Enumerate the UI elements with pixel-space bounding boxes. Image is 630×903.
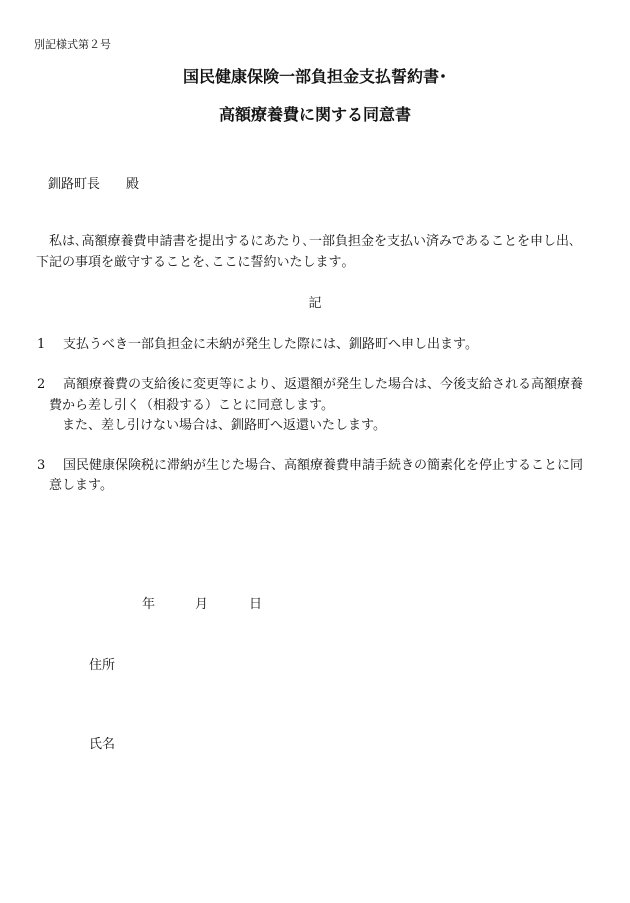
item-2-line3: また、差し引けない場合は、釧路町へ返還いたします。 [62,418,386,433]
intro-line2: 下記の事項を厳守することを､ここに誓約いたします｡ [36,255,349,270]
item-number: 3 [37,458,46,473]
addressee-name: 釧路町長 [48,177,101,192]
item-text: 国民健康保険税に滞納が生じた場合、高額療養費申請手続きの簡素化を停止することに同 [63,458,584,473]
addressee-honorific: 殿 [126,177,140,192]
item-3 [37,454,583,473]
item-text: 支払うべき一部負担金に未納が発生した際には、釧路町へ申し出ます。 [63,337,478,352]
date-year-label: 年 [142,597,156,612]
item-2-line2: 費から差し引く（相殺する）ことに同意します。 [49,398,334,413]
intro-paragraph [36,231,576,273]
item-text: 高額療養費の支給後に変更等により、返還額が発生した場合は、今後支給される高額療養 [63,377,584,392]
item-number: 1 [37,337,46,352]
item-number: 2 [37,377,46,392]
name-label: 氏名 [89,737,116,752]
document-title-line1: 国民健康保険一部負担金支払誓約書･ [182,67,447,86]
form-number: 別記様式第２号 [34,38,111,51]
item-1 [37,333,478,352]
address-label: 住所 [89,658,116,673]
ki-heading: 記 [308,296,322,311]
date-day-label: 日 [249,597,263,612]
document-title-line2: 高額療養費に関する同意書 [218,105,411,124]
item-2 [37,373,583,392]
date-month-label: 月 [195,597,209,612]
intro-line1: 私は､高額療養費申請書を提出するにあたり､一部負担金を支払い済みであることを申し出､ [49,234,576,249]
addressee [48,173,139,192]
item-3-line2: 意します。 [49,478,113,493]
